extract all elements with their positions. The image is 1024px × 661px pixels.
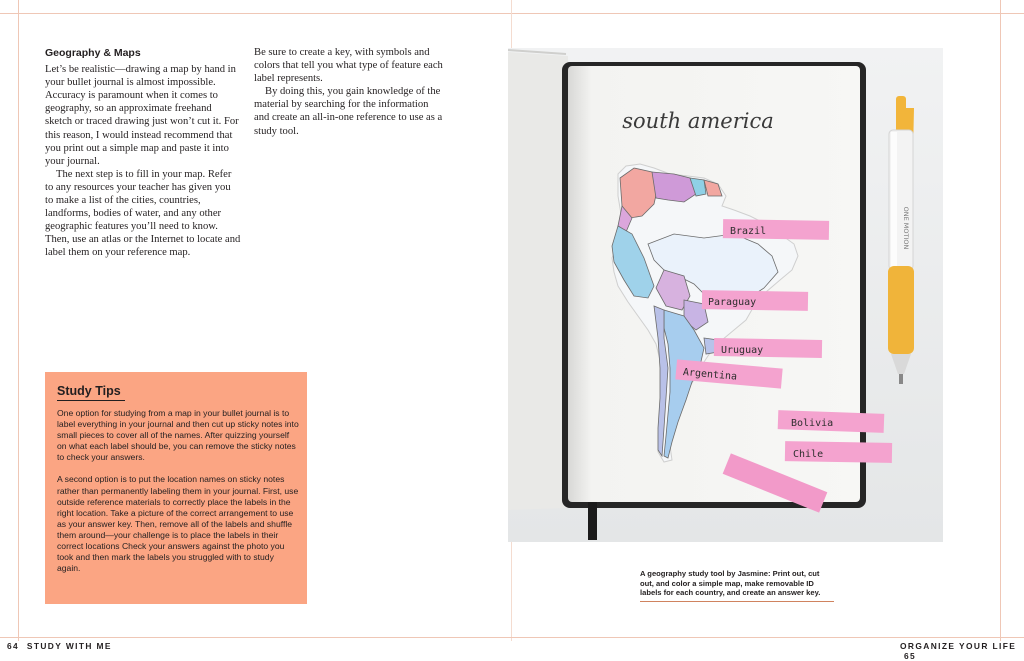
footer-left: [3, 641, 112, 651]
frame-rule-top: [0, 13, 1024, 14]
photo-caption: A geography study tool by Jasmine: Print out, cut out, and color a simple map, make removable ID labels for each country, and create an answer key.: [640, 569, 834, 602]
page-number-left: 64: [7, 641, 20, 651]
label-argentina-text: Argentina: [682, 367, 738, 383]
label-brazil-text: Brazil: [730, 226, 767, 237]
running-title-right: ORGANIZE YOUR LIFE: [900, 641, 1017, 651]
study-tips-body: [57, 408, 299, 585]
study-tips-title: Study Tips: [57, 384, 125, 401]
section-heading: Geography & Maps: [45, 47, 141, 59]
tip-paragraph: One option for studying from a map in your bullet journal is to label everything in your journal and then cut up sticky notes into small pieces to cover all of the names. After quizzing yourself on what each label should be, you can remove the sticky notes to check your answers.: [57, 408, 299, 463]
paragraph: Let’s be realistic—drawing a map by hand in your bullet journal is almost impossible. Accuracy is paramount when it comes to geography, so an approximate freehand sketch or traced drawing just won’t cut it. For this reason, I would instead recommend that you print out a simple map and paste it into your journal.: [45, 64, 239, 167]
paragraph: Be sure to create a key, with symbols and colors that tell you what type of feature each label represents.: [254, 47, 443, 85]
paragraph: By doing this, you gain knowledge of the material by searching for the information and create an all-in-one reference to use as a study tool.: [254, 86, 443, 137]
frame-rule-left: [18, 0, 19, 641]
pen-text: ONE MOTION: [902, 206, 910, 250]
study-tips-box: [45, 372, 307, 604]
label-bolivia-text: Bolivia: [791, 418, 834, 429]
running-title-left: STUDY WITH ME: [26, 641, 112, 651]
label-paraguay-text: Paraguay: [708, 297, 757, 308]
label-uruguay-text: Uruguay: [721, 345, 764, 356]
journal-photo-illustration: [508, 48, 943, 542]
frame-rule-bottom: [0, 637, 1024, 638]
page-number-right: 65: [904, 651, 917, 661]
frame-rule-right: [1000, 0, 1001, 641]
journal-photo: [508, 48, 943, 542]
pen-icon: [888, 96, 914, 384]
label-chile-text: Chile: [793, 449, 824, 460]
tip-paragraph: A second option is to put the location names on sticky notes rather than permanently labeling them in your journal. First, use outside reference materials to correctly place the labels in the right location. Take a picture of the correct arrangement to use as your answer key. Then, remove all of the labels and shuffle them around—your challenge is to place the labels in their correct locations Check your answers against the photo you took and then mark the labels you struggled with to study again.: [57, 474, 299, 574]
body-column-2: [254, 46, 446, 138]
map-title: south america: [622, 109, 774, 133]
footer-right: [900, 641, 1024, 661]
body-column-1: [45, 47, 241, 260]
paragraph: The next step is to fill in your map. Refer to any resources your teacher has given you to make a list of the cities, countries, landforms, bodies of water, and any other geographic features you’ll need to know. Then, use an atlas or the Internet to locate and label them on your reference map.: [45, 168, 241, 259]
